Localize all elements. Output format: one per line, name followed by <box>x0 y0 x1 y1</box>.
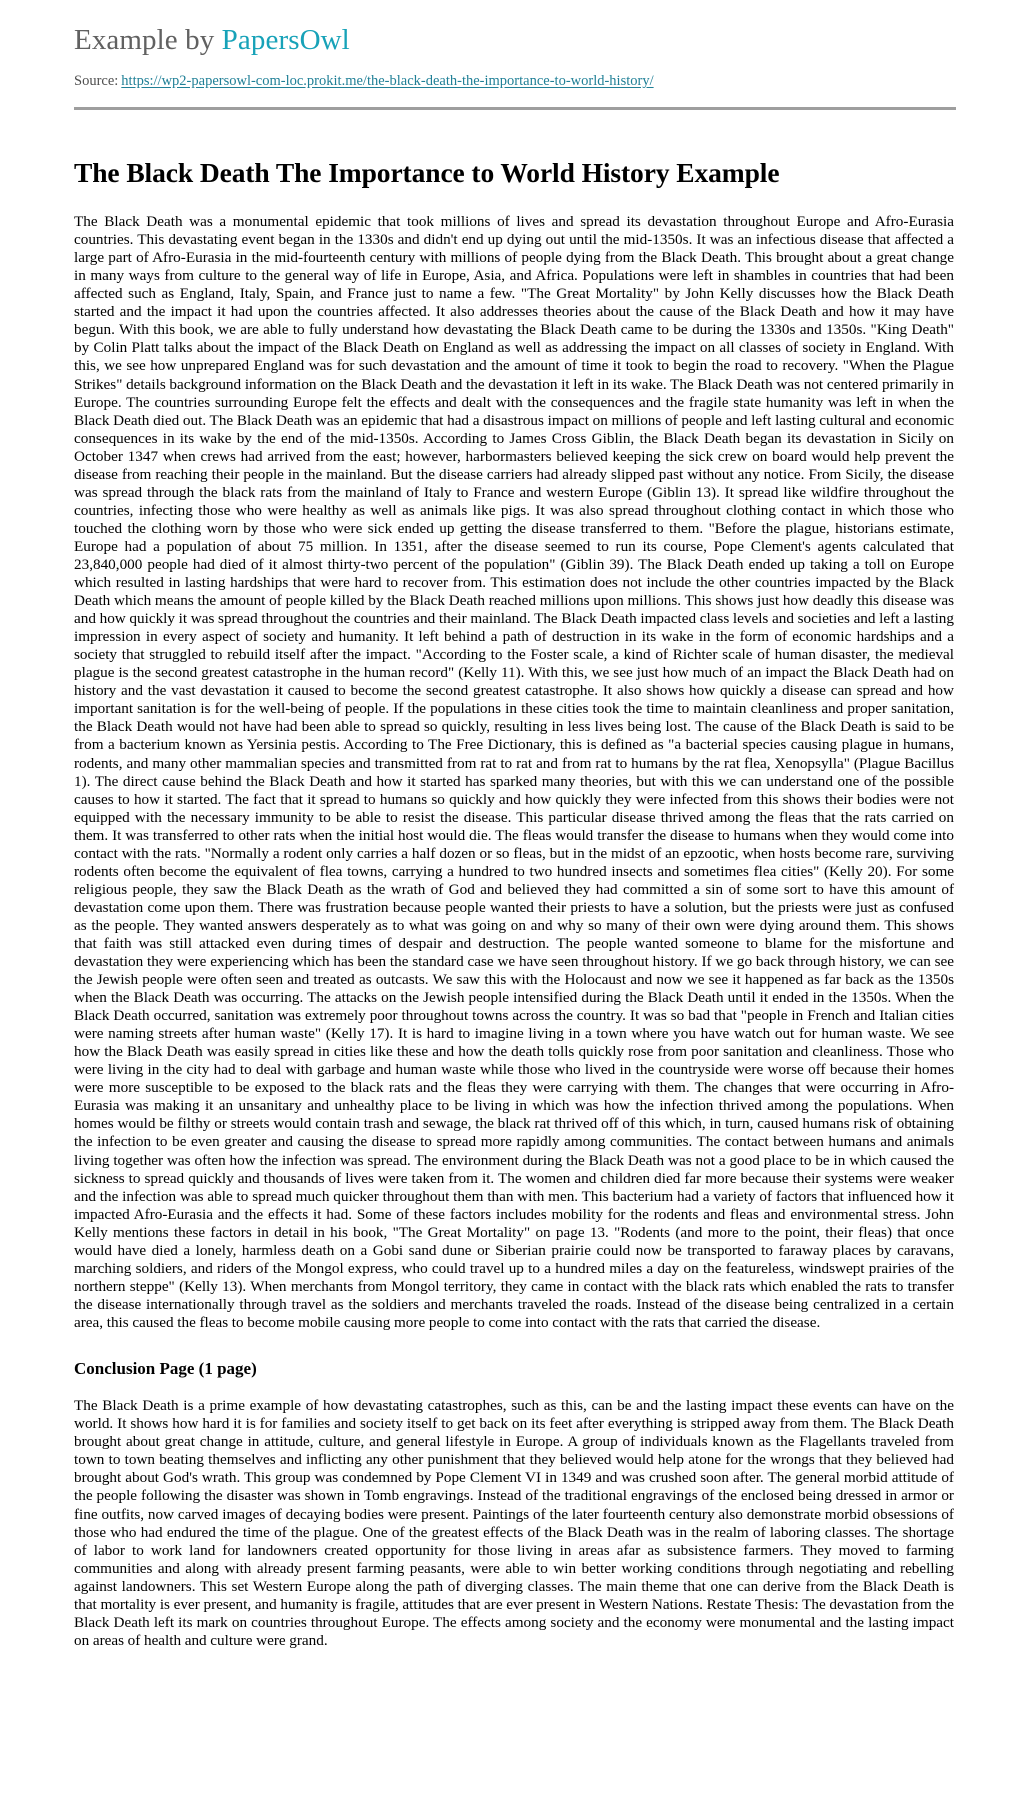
conclusion-paragraph: The Black Death is a prime example of how devastating catastrophes, such as this, can be and the lasting impact these events can have on the world. It shows how hard it is for families and society itself to get back on its feet after everything is stripped away from them. The Black Death brought about great change in attitude, culture, and general lifestyle in Europe. A group of individuals known as the Flagellants traveled from town to town beating themselves and inflicting any other punishment that they believed would help atone for the wrongs that they believed had brought about God's wrath. This group was condemned by Pope Clement VI in 1349 and was crushed soon after. The general morbid attitude of the people following the disaster was shown in Tomb engravings. Instead of the traditional engravings of the enclosed being dressed in armor or fine outfits, now carved images of decaying bodies were present. Paintings of the later fourteenth century also demonstrate morbid obsessions of those who had endured the time of the plague. One of the greatest effects of the Black Death was in the realm of laboring classes. The shortage of labor to work land for landowners created opportunity for those living in areas afar as subsistence farmers. They moved to farming communities and along with already present farming peasants, were able to win better working conditions through negotiating and rebelling against landowners. This set Western Europe along the path of diverging classes. The main theme that one can derive from the Black Death is that mortality is ever present, and humanity is fragile, attitudes that are ever present in Western Nations. Restate Thesis: The devastation from the Black Death left its mark on countries throughout Europe. The effects among society and the economy were monumental and the lasting impact on areas of health and culture were grand. <box>74 1397 954 1649</box>
body-paragraph: The Black Death was a monumental epidemic that took millions of lives and spread its devastation throughout Europe and Afro-Eurasia countries. This devastating event began in the 1330s and didn't end up dying out until the mid-1350s. It was an infectious disease that affected a large part of Afro-Eurasia in the mid-fourteenth century with millions of people dying from the Black Death. This brought about a great change in many ways from culture to the general way of life in Europe, Asia, and Africa. Populations were left in shambles in countries that had been affected such as England, Italy, Spain, and France just to name a few. "The Great Mortality" by John Kelly discusses how the Black Death started and the impact it had upon the countries affected. It also addresses theories about the cause of the Black Death and how it may have begun. With this book, we are able to fully understand how devastating the Black Death came to be during the 1330s and 1350s. "King Death" by Colin Platt talks about the impact of the Black Death on England as well as addressing the impact on all classes of society in England. With this, we see how unprepared England was for such devastation and the amount of time it took to begin the road to recovery. "When the Plague Strikes" details background information on the Black Death and the devastation it left in its wake. The Black Death was not centered primarily in Europe. The countries surrounding Europe felt the effects and dealt with the consequences and the fragile state humanity was left in when the Black Death died out. The Black Death was an epidemic that had a disastrous impact on millions of people and left lasting cultural and economic consequences in its wake by the end of the mid-1350s. According to James Cross Giblin, the Black Death began its devastation in Sicily on October 1347 when crews had arrived from the east; however, harbormasters believed keeping the sick crew on board would help prevent the disease from reaching their people in the mainland. But the disease carriers had already slipped past without any notice. From Sicily, the disease was spread through the black rats from the mainland of Italy to France and western Europe (Giblin 13). It spread like wildfire throughout the countries, infecting those who were healthy as well as animals like pigs. It was also spread throughout clothing contact in which those who touched the clothing worn by those who were sick ended up getting the disease transferred to them. "Before the plague, historians estimate, Europe had a population of about 75 million. In 1351, after the disease seemed to run its course, Pope Clement's agents calculated that 23,840,000 people had died of it almost thirty-two percent of the population" (Giblin 39). The Black Death ended up taking a toll on Europe which resulted in lasting hardships that were hard to recover from. This estimation does not include the other countries impacted by the Black Death which means the amount of people killed by the Black Death reached millions upon millions. This shows just how deadly this disease was and how quickly it was spread throughout the countries and their mainland. The Black Death impacted class levels and societies and left a lasting impression in every aspect of society and humanity. It left behind a path of destruction in its wake in the form of economic hardships and a society that struggled to rebuild itself after the impact. "According to the Foster scale, a kind of Richter scale of human disaster, the medieval plague is the second greatest catastrophe in the human record" (Kelly 11). With this, we see just how much of an impact the Black Death had on history and the vast devastation it caused to become the second greatest catastrophe. It also shows how quickly a disease can spread and how important sanitation is for the well-being of people. If the populations in these cities took the time to maintain cleanliness and proper sanitation, the Black Death would not have had been able to spread so quickly, resulting in less lives being lost. The cause of the Black Death is said to be from a bacterium known as Yersinia pestis. According to The Free Dictionary, this is defined as "a bacterial species causing plague in humans, rodents, and many other mammalian species and transmitted from rat to rat and from rat to humans by the rat flea, Xenopsylla" (Plague Bacillus 1). The direct cause behind the Black Death and how it started has sparked many theories, but with this we can understand one of the possible causes to how it started. The fact that it spread to humans so quickly and how quickly they were infected from this shows their bodies were not equipped with the necessary immunity to be able to resist the disease. This particular disease thrived among the fleas that the rats carried on them. It was transferred to other rats when the initial host would die. The fleas would transfer the disease to humans when they would come into contact with the rats. "Normally a rodent only carries a half dozen or so fleas, but in the midst of an epzootic, when hosts become rare, surviving rodents often become the equivalent of flea towns, carrying a hundred to two hundred insects and sometimes flea cities" (Kelly 20). For some religious people, they saw the Black Death as the wrath of God and believed they had committed a sin of some sort to have this amount of devastation come upon them. There was frustration because people wanted their priests to have a solution, but the priests were just as confused as the people. They wanted answers desperately as to what was going on and why so many of their own were dying around them. This shows that faith was still attacked even during times of despair and destruction. The people wanted someone to blame for the misfortune and devastation they were experiencing which has been the standard case we have seen throughout history. If we go back through history, we can see the Jewish people were often seen and treated as outcasts. We saw this with the Holocaust and now we see it happened as far back as the 1350s when the Black Death was occurring. The attacks on the Jewish people intensified during the Black Death until it ended in the 1350s. When the Black Death occurred, sanitation was extremely poor throughout towns across the country. It was so bad that "people in French and Italian cities were naming streets after human waste" (Kelly 17). It is hard to imagine living in a town where you have watch out for human waste. We see how the Black Death was easily spread in cities like these and how the death tolls quickly rose from poor sanitation and cleanliness. Those who were living in the city had to deal with garbage and human waste while those who lived in the countryside were worse off because their homes were more susceptible to be exposed to the black rats and the fleas they were carrying with them. The changes that were occurring in Afro-Eurasia was making it an unsanitary and unhealthy place to be living in which was how the infection thrived among the populations. When homes would be filthy or streets would contain trash and sewage, the black rat thrived off of this which, in turn, caused humans risk of obtaining the infection to be even greater and causing the disease to spread more rapidly among communities. The contact between humans and animals living together was often how the infection was spread. The environment during the Black Death was not a good place to be in which caused the sickness to spread quickly and thousands of lives were taken from it. The women and children died far more because their systems were weaker and the infection was able to spread much quicker throughout them than with men. This bacterium had a variety of factors that influenced how it impacted Afro-Eurasia and the effects it had. Some of these factors includes mobility for the rodents and fleas and environmental stress. John Kelly mentions these factors in detail in his book, "The Great Mortality" on page 13. "Rodents (and more to the point, their fleas) that once would have died a lonely, harmless death on a Gobi sand dune or Siberian prairie could now be transported to faraway places by caravans, marching soldiers, and riders of the Mongol express, who could travel up to a hundred miles a day on the featureless, windswept prairies of the northern steppe" (Kelly 13). When merchants from Mongol territory, they came in contact with the black rats which enabled the rats to transfer the disease internationally through travel as the soldiers and merchants traveled the roads. Instead of the disease being centralized in a certain area, this caused the fleas to become mobile causing more people to come into contact with the rats that carried the disease. <box>74 213 954 1331</box>
header-divider <box>74 107 956 110</box>
brand-name-text: PapersOwl <box>221 24 350 56</box>
source-url-link[interactable]: https://wp2-papersowl-com-loc.prokit.me/the-black-death-the-importance-to-world-history/ <box>121 73 654 90</box>
conclusion-heading: Conclusion Page (1 page) <box>74 1359 257 1378</box>
brand-prefix-text: Example by <box>74 24 222 56</box>
document-content <box>0 156 1024 1696</box>
source-line <box>74 72 956 91</box>
brand-heading <box>74 22 956 58</box>
page-title: The Black Death The Importance to World History Example <box>74 157 780 189</box>
page-header <box>0 0 1024 91</box>
source-label: Source: <box>74 73 119 90</box>
